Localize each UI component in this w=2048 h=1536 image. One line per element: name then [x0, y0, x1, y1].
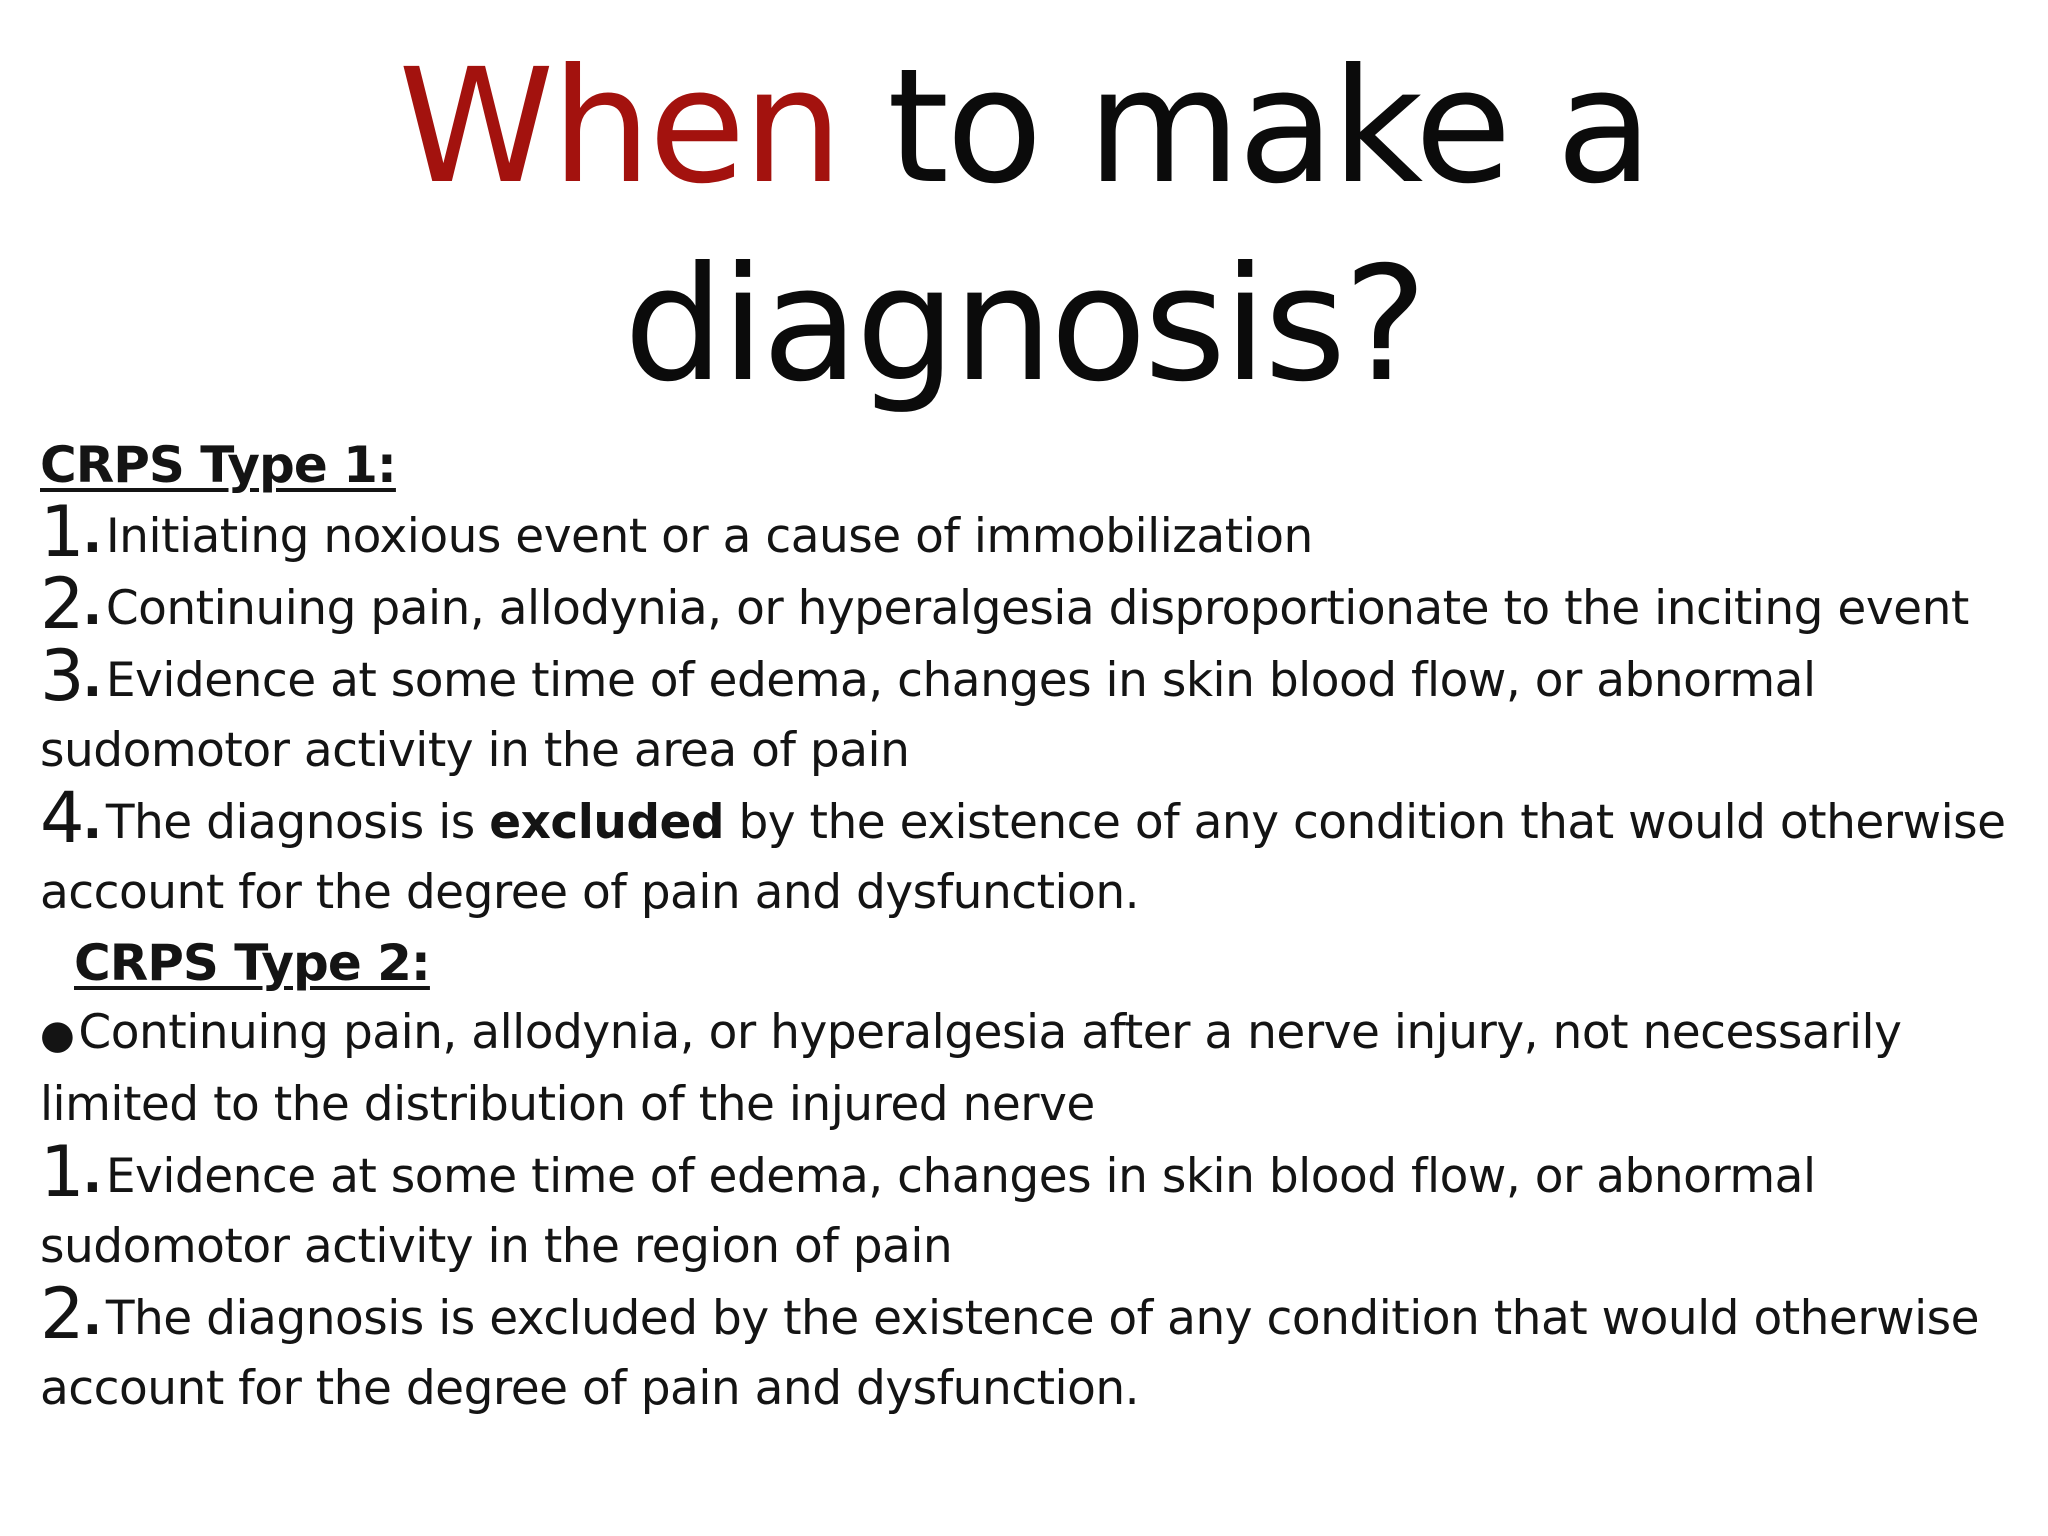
item-text: The diagnosis is excluded by the existence of any condition that would otherwise account for the degree of pain and dysfunction.: [40, 1291, 1980, 1416]
item-text-after: by the existence of any condition that would otherwise account for the degree of pain and dysfunction.: [40, 795, 2006, 920]
item-number: 1: [40, 1131, 83, 1213]
item-text: Continuing pain, allodynia, or hyperalgesia disproportionate to the inciting event: [105, 581, 1969, 636]
slide-body: [40, 430, 2030, 1424]
slide-title: [0, 28, 2048, 424]
item-number: 4: [40, 777, 83, 859]
bullet-icon: ●: [40, 1012, 75, 1058]
item-text-bold: excluded: [489, 795, 724, 850]
item-number: 2: [40, 1273, 83, 1355]
title-accent-word: When: [398, 35, 840, 219]
item-text: Evidence at some time of edema, changes in skin blood flow, or abnormal sudomotor activity in the region of pain: [40, 1149, 1816, 1274]
type2-item-1: 1.Evidence at some time of edema, changes in skin blood flow, or abnormal sudomotor activity in the region of pain: [40, 1131, 1816, 1274]
title-rest: to make a diagnosis?: [623, 35, 1650, 417]
type2-item-2: 2.The diagnosis is excluded by the existence of any condition that would otherwise account for the degree of pain and dysfunction.: [40, 1273, 1980, 1416]
type2-bullet-item: [40, 998, 2030, 1140]
item-text: Continuing pain, allodynia, or hyperalgesia after a nerve injury, not necessarily limited to the distribution of the injured nerve: [40, 1005, 1902, 1132]
item-number: 1: [40, 491, 83, 573]
type1-item-4: 4.The diagnosis is excluded by the existence of any condition that would otherwise account for the degree of pain and dysfunction.: [40, 777, 2006, 920]
type1-item-2: 2.Continuing pain, allodynia, or hyperalgesia disproportionate to the inciting event: [40, 563, 1969, 645]
type1-heading: CRPS Type 1:: [40, 436, 396, 494]
item-number: 2: [40, 563, 83, 645]
type1-item-1: 1.Initiating noxious event or a cause of immobilization: [40, 491, 1313, 573]
type1-item-3: 3.Evidence at some time of edema, changes in skin blood flow, or abnormal sudomotor activity in the area of pain: [40, 635, 1816, 778]
item-text: Evidence at some time of edema, changes in skin blood flow, or abnormal sudomotor activity in the area of pain: [40, 653, 1816, 778]
item-text-before: The diagnosis is: [105, 795, 490, 850]
item-number: 3: [40, 635, 83, 717]
item-text: Initiating noxious event or a cause of immobilization: [105, 509, 1313, 564]
type2-heading: CRPS Type 2:: [74, 934, 430, 992]
